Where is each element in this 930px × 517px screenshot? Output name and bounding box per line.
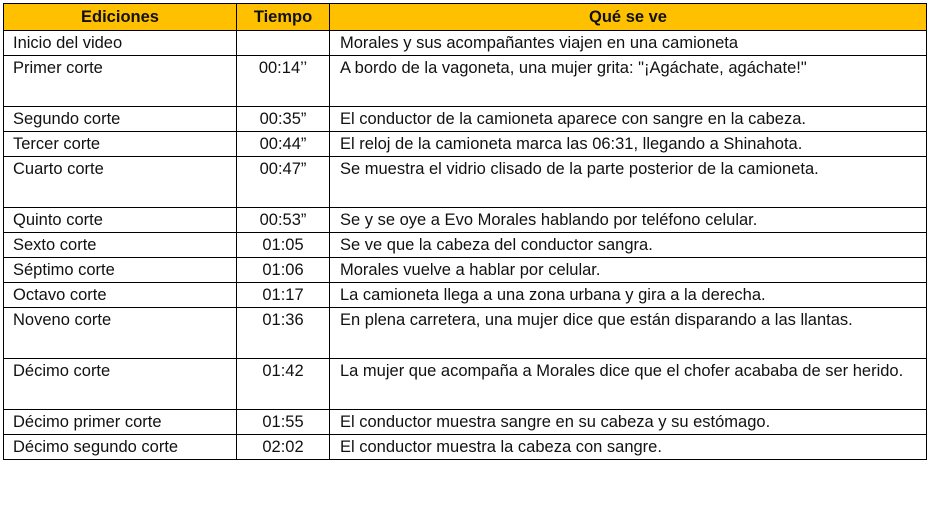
editions-table	[3, 3, 927, 460]
time-cell: 01:05	[237, 233, 330, 258]
description-cell: A bordo de la vagoneta, una mujer grita: "¡Agáchate, agáchate!"	[330, 56, 927, 107]
table-row	[4, 359, 927, 410]
edition-cell: Primer corte	[4, 56, 237, 107]
time-cell: 01:17	[237, 283, 330, 308]
description-cell: Se y se oye a Evo Morales hablando por teléfono celular.	[330, 208, 927, 233]
table-row	[4, 157, 927, 208]
description-cell: Se muestra el vidrio clisado de la parte posterior de la camioneta.	[330, 157, 927, 208]
edition-cell: Segundo corte	[4, 107, 237, 132]
table-row	[4, 233, 927, 258]
description-cell: El conductor muestra sangre en su cabeza y su estómago.	[330, 410, 927, 435]
time-cell: 02:02	[237, 435, 330, 460]
table-row	[4, 56, 927, 107]
time-cell	[237, 31, 330, 56]
description-cell: Morales y sus acompañantes viajen en una camioneta	[330, 31, 927, 56]
header-tiempo: Tiempo	[237, 4, 330, 31]
description-cell: El reloj de la camioneta marca las 06:31, llegando a Shinahota.	[330, 132, 927, 157]
edition-cell: Séptimo corte	[4, 258, 237, 283]
table-row	[4, 283, 927, 308]
edition-cell: Quinto corte	[4, 208, 237, 233]
time-cell: 01:42	[237, 359, 330, 410]
edition-cell: Tercer corte	[4, 132, 237, 157]
header-que-se-ve: Qué se ve	[330, 4, 927, 31]
time-cell: 00:44”	[237, 132, 330, 157]
time-cell: 00:53”	[237, 208, 330, 233]
table-row	[4, 410, 927, 435]
time-cell: 00:47”	[237, 157, 330, 208]
table-row	[4, 132, 927, 157]
description-cell: La mujer que acompaña a Morales dice que el chofer acababa de ser herido.	[330, 359, 927, 410]
time-cell: 00:14’’	[237, 56, 330, 107]
description-cell: El conductor muestra la cabeza con sangre.	[330, 435, 927, 460]
time-cell: 01:55	[237, 410, 330, 435]
header-row	[4, 4, 927, 31]
edition-cell: Octavo corte	[4, 283, 237, 308]
description-cell: Se ve que la cabeza del conductor sangra.	[330, 233, 927, 258]
edition-cell: Cuarto corte	[4, 157, 237, 208]
table-row	[4, 208, 927, 233]
header-ediciones: Ediciones	[4, 4, 237, 31]
description-cell: La camioneta llega a una zona urbana y gira a la derecha.	[330, 283, 927, 308]
time-cell: 01:06	[237, 258, 330, 283]
time-cell: 00:35”	[237, 107, 330, 132]
edition-cell: Décimo corte	[4, 359, 237, 410]
edition-cell: Sexto corte	[4, 233, 237, 258]
table-row	[4, 258, 927, 283]
table-row	[4, 107, 927, 132]
description-cell: El conductor de la camioneta aparece con sangre en la cabeza.	[330, 107, 927, 132]
description-cell: Morales vuelve a hablar por celular.	[330, 258, 927, 283]
edition-cell: Noveno corte	[4, 308, 237, 359]
time-cell: 01:36	[237, 308, 330, 359]
table-row	[4, 435, 927, 460]
edition-cell: Décimo segundo corte	[4, 435, 237, 460]
edition-cell: Inicio del video	[4, 31, 237, 56]
edition-cell: Décimo primer corte	[4, 410, 237, 435]
description-cell: En plena carretera, una mujer dice que están disparando a las llantas.	[330, 308, 927, 359]
table-row	[4, 308, 927, 359]
table-row	[4, 31, 927, 56]
